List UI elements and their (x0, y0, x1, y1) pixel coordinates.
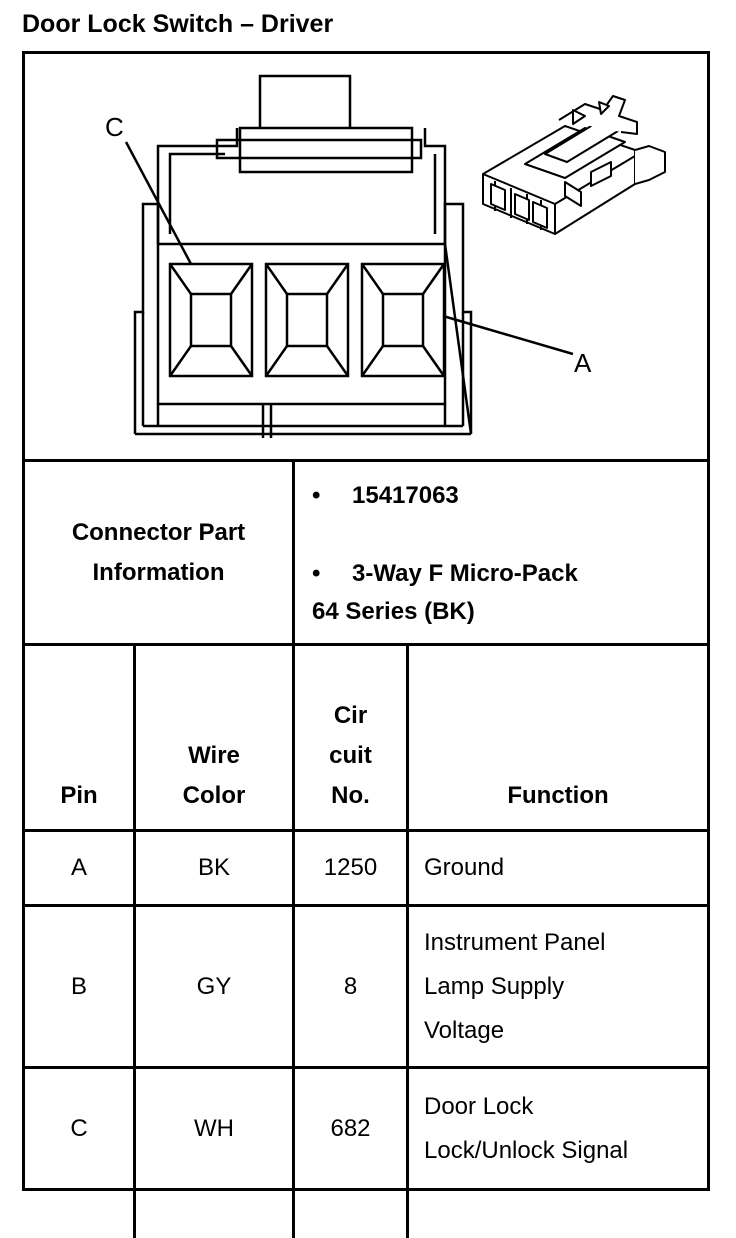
connector-diagram (25, 54, 707, 462)
connector-table (22, 51, 710, 1191)
part-number-item (312, 477, 459, 515)
connector-info-label (25, 462, 292, 643)
part-number: 15417063 (352, 482, 459, 509)
cavity-a (362, 264, 444, 376)
row-c-function: Door Lock Lock/Unlock Signal (424, 1092, 629, 1164)
page-title: Door Lock Switch – Driver (22, 10, 334, 38)
row-a-circuit: 1250 (323, 854, 378, 881)
row-c-pin: C (70, 1114, 88, 1142)
row-a-pin: A (70, 854, 87, 881)
row-c-circuit: 682 (330, 1114, 371, 1142)
row-b-circuit: 8 (343, 972, 358, 1000)
header-function: Function (507, 782, 609, 809)
header-wire-color: Wire Color (182, 742, 246, 809)
cavity-b (266, 264, 348, 376)
connector-3d-view (483, 96, 665, 234)
connector-type-line2: 64 Series (BK) (312, 598, 475, 625)
label-a: A (574, 348, 592, 378)
bullet-icon: • (312, 560, 321, 587)
label-c: C (105, 112, 124, 142)
connector-type-line1: 3-Way F Micro-Pack (352, 560, 578, 587)
connector-info-label-line2: Information (92, 558, 225, 586)
connector-latch-base (240, 128, 412, 172)
row-b-pin: B (70, 972, 87, 1000)
bullet-icon: • (312, 482, 321, 509)
connector-latch (260, 76, 350, 128)
row-a-function: Ground (424, 854, 505, 881)
header-pin: Pin (60, 782, 98, 809)
header-circuit-number: Cir cuit No. (329, 702, 372, 809)
row-c-wire-color: WH (194, 1114, 234, 1142)
connector-info-label-line1: Connector Part (71, 518, 246, 546)
cavity-c (170, 264, 252, 376)
row-b-wire-color: GY (196, 972, 232, 1000)
row-a-wire-color: BK (197, 854, 230, 881)
connector-type-item (312, 555, 578, 631)
connector-body (135, 204, 158, 434)
row-b-function: Instrument Panel Lamp Supply Voltage (424, 928, 606, 1044)
